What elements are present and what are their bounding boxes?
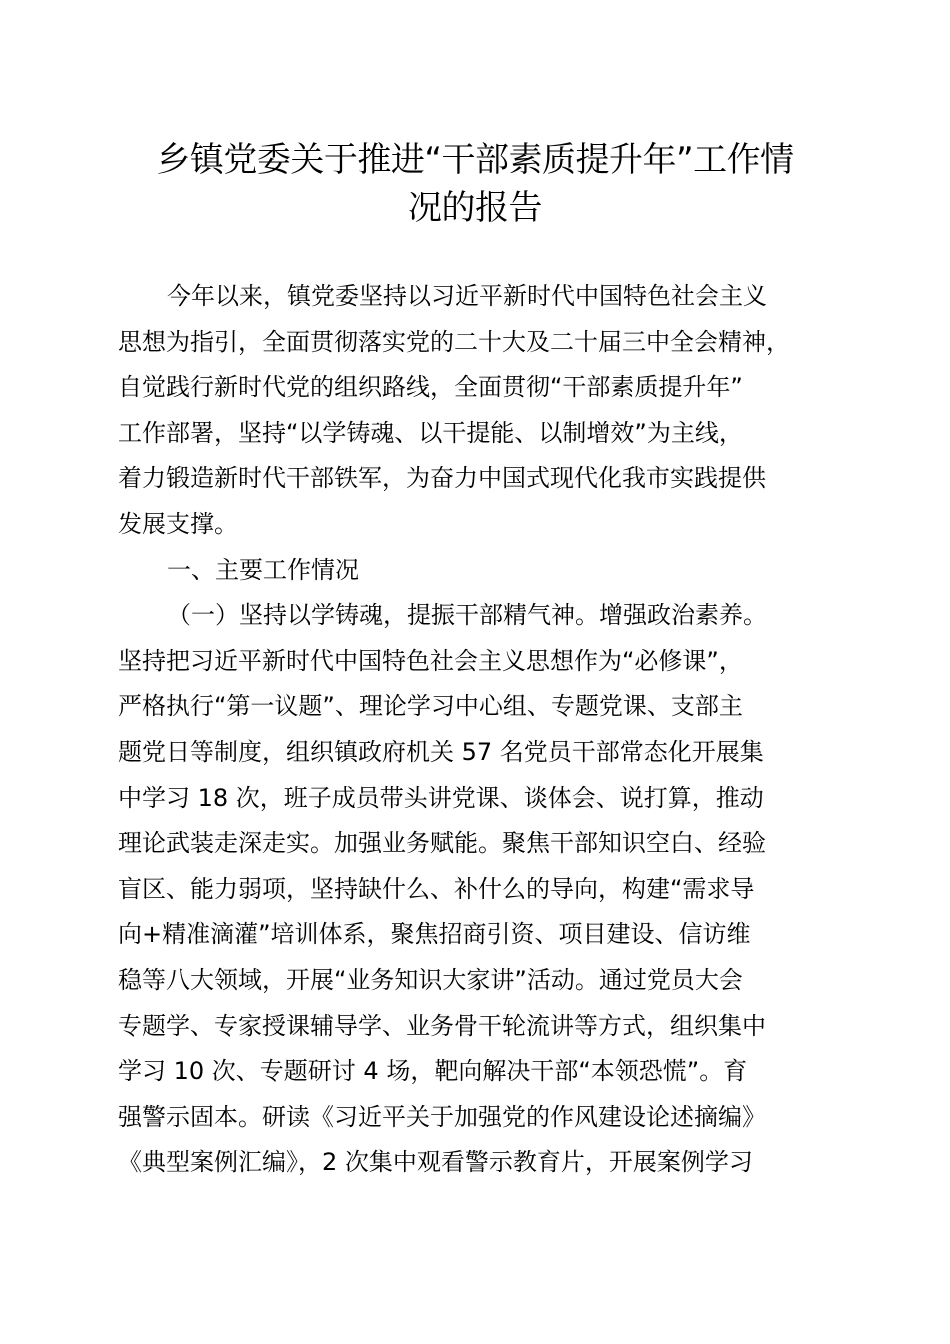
body-line: 着力锻造新时代干部铁军，为奋力中国式现代化我市实践提供 [118,464,766,493]
body-line: 题党日等制度，组织镇政府机关 57 名党员干部常态化开展集 [118,737,764,766]
subsection-heading: （一）坚持以学铸魂，提振干部精气神。增强政治素养。 [167,601,767,630]
body-line: 强警示固本。研读《习近平关于加强党的作风建设论述摘编》 [118,1102,766,1131]
body-line: 坚持把习近平新时代中国特色社会主义思想作为“必修课”， [118,646,743,675]
body-line: 学习 10 次、专题研讨 4 场，靶向解决干部“本领恐慌”。育 [118,1057,748,1086]
body-line: 向+精准滴灌”培训体系，聚焦招商引资、项目建设、信访维 [118,920,751,949]
body-line: 思想为指引，全面贯彻落实党的二十大及二十届三中全会精神， [118,327,790,356]
document-body [118,274,838,1186]
body-line: 稳等八大领域，开展“业务知识大家讲”活动。通过党员大会 [118,965,743,994]
title-line-1: 乡镇党委关于推进“干部素质提升年”工作情 [156,140,794,180]
body-line: 自觉践行新时代党的组织路线，全面贯彻“干部素质提升年” [118,373,743,402]
body-line: 专题学、专家授课辅导学、业务骨干轮流讲等方式，组织集中 [118,1011,766,1040]
body-line: 中学习 18 次，班子成员带头讲党课、谈体会、说打算，推动 [118,783,764,812]
title-line-2: 况的报告 [408,188,542,228]
body-line: 工作部署，坚持“以学铸魂、以干提能、以制增效”为主线， [118,418,743,447]
section-heading: 一、主要工作情况 [167,555,359,584]
body-line: 发展支撑。 [118,509,238,538]
body-line: 理论武装走深走实。加强业务赋能。聚焦干部知识空白、经验 [118,829,766,858]
body-line: 《典型案例汇编》，2 次集中观看警示教育片，开展案例学习 [118,1148,753,1177]
body-line: 盲区、能力弱项，坚持缺什么、补什么的导向，构建“需求导 [118,874,755,903]
document-title [110,136,840,232]
body-line: 今年以来，镇党委坚持以习近平新时代中国特色社会主义 [167,282,767,310]
body-line: 严格执行“第一议题”、理论学习中心组、专题党课、支部主 [118,692,743,721]
